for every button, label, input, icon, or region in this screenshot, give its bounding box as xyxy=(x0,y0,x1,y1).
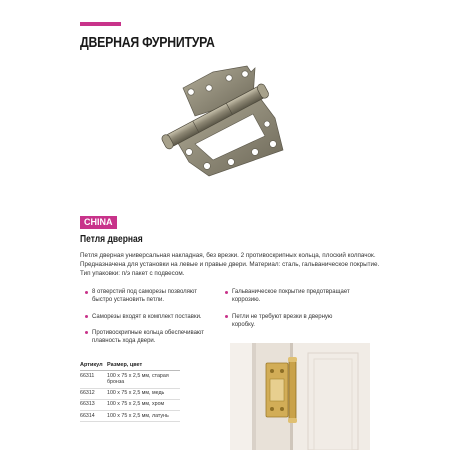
sku-cell: 66312 xyxy=(80,390,95,397)
sku-cell: 66314 xyxy=(80,412,95,419)
size-cell: 100 x 75 x 2,5 мм, старая бронза xyxy=(107,372,169,386)
features-list-right xyxy=(232,288,352,337)
sku-cell: 66311 xyxy=(80,372,95,379)
column-header-sku: Артикул xyxy=(80,362,103,368)
table-row xyxy=(80,400,180,411)
table-row xyxy=(80,389,180,400)
sku-cell: 66313 xyxy=(80,401,95,408)
features-list-left xyxy=(92,288,212,353)
table-row xyxy=(80,411,180,422)
feature-item: Петли не требуют врезки в дверную коробку. xyxy=(232,313,352,330)
feature-item: Саморезы входят в комплект поставки. xyxy=(92,313,212,321)
product-description: Петля дверная универсальная накладная, без врезки. 2 противоскрипных кольца, плоский колпачок. Предназначена для установки на левые и правые двери. Материал: сталь, гальваническое покрытие. Тип упаковки: п/э пакет с подвесом. xyxy=(80,252,380,277)
size-cell: 100 x 75 x 2,5 мм, хром xyxy=(107,401,165,408)
header-accent-bar xyxy=(80,22,121,26)
table-row xyxy=(80,371,180,389)
feature-item: Гальваническое покрытие предотвращает коррозию. xyxy=(232,288,352,305)
feature-item: 8 отверстий под саморезы позволяют быстро установить петли. xyxy=(92,288,212,305)
page-title: ДВЕРНАЯ ФУРНИТУРА xyxy=(80,34,215,51)
table-header xyxy=(80,362,180,371)
brand-badge: CHINA xyxy=(80,216,117,229)
product-title: Петля дверная xyxy=(80,234,143,245)
size-cell: 100 x 75 x 2,5 мм, латунь xyxy=(107,412,169,419)
door-with-hinge-photo-icon xyxy=(230,343,370,450)
feature-item: Противоскрипные кольца обеспечивают плавность хода двери. xyxy=(92,329,212,346)
size-cell: 100 x 75 x 2,5 мм, медь xyxy=(107,390,165,397)
spec-table xyxy=(80,362,180,422)
door-hinge-photo-icon xyxy=(155,58,305,180)
column-header-size: Размер, цвет xyxy=(107,362,143,368)
